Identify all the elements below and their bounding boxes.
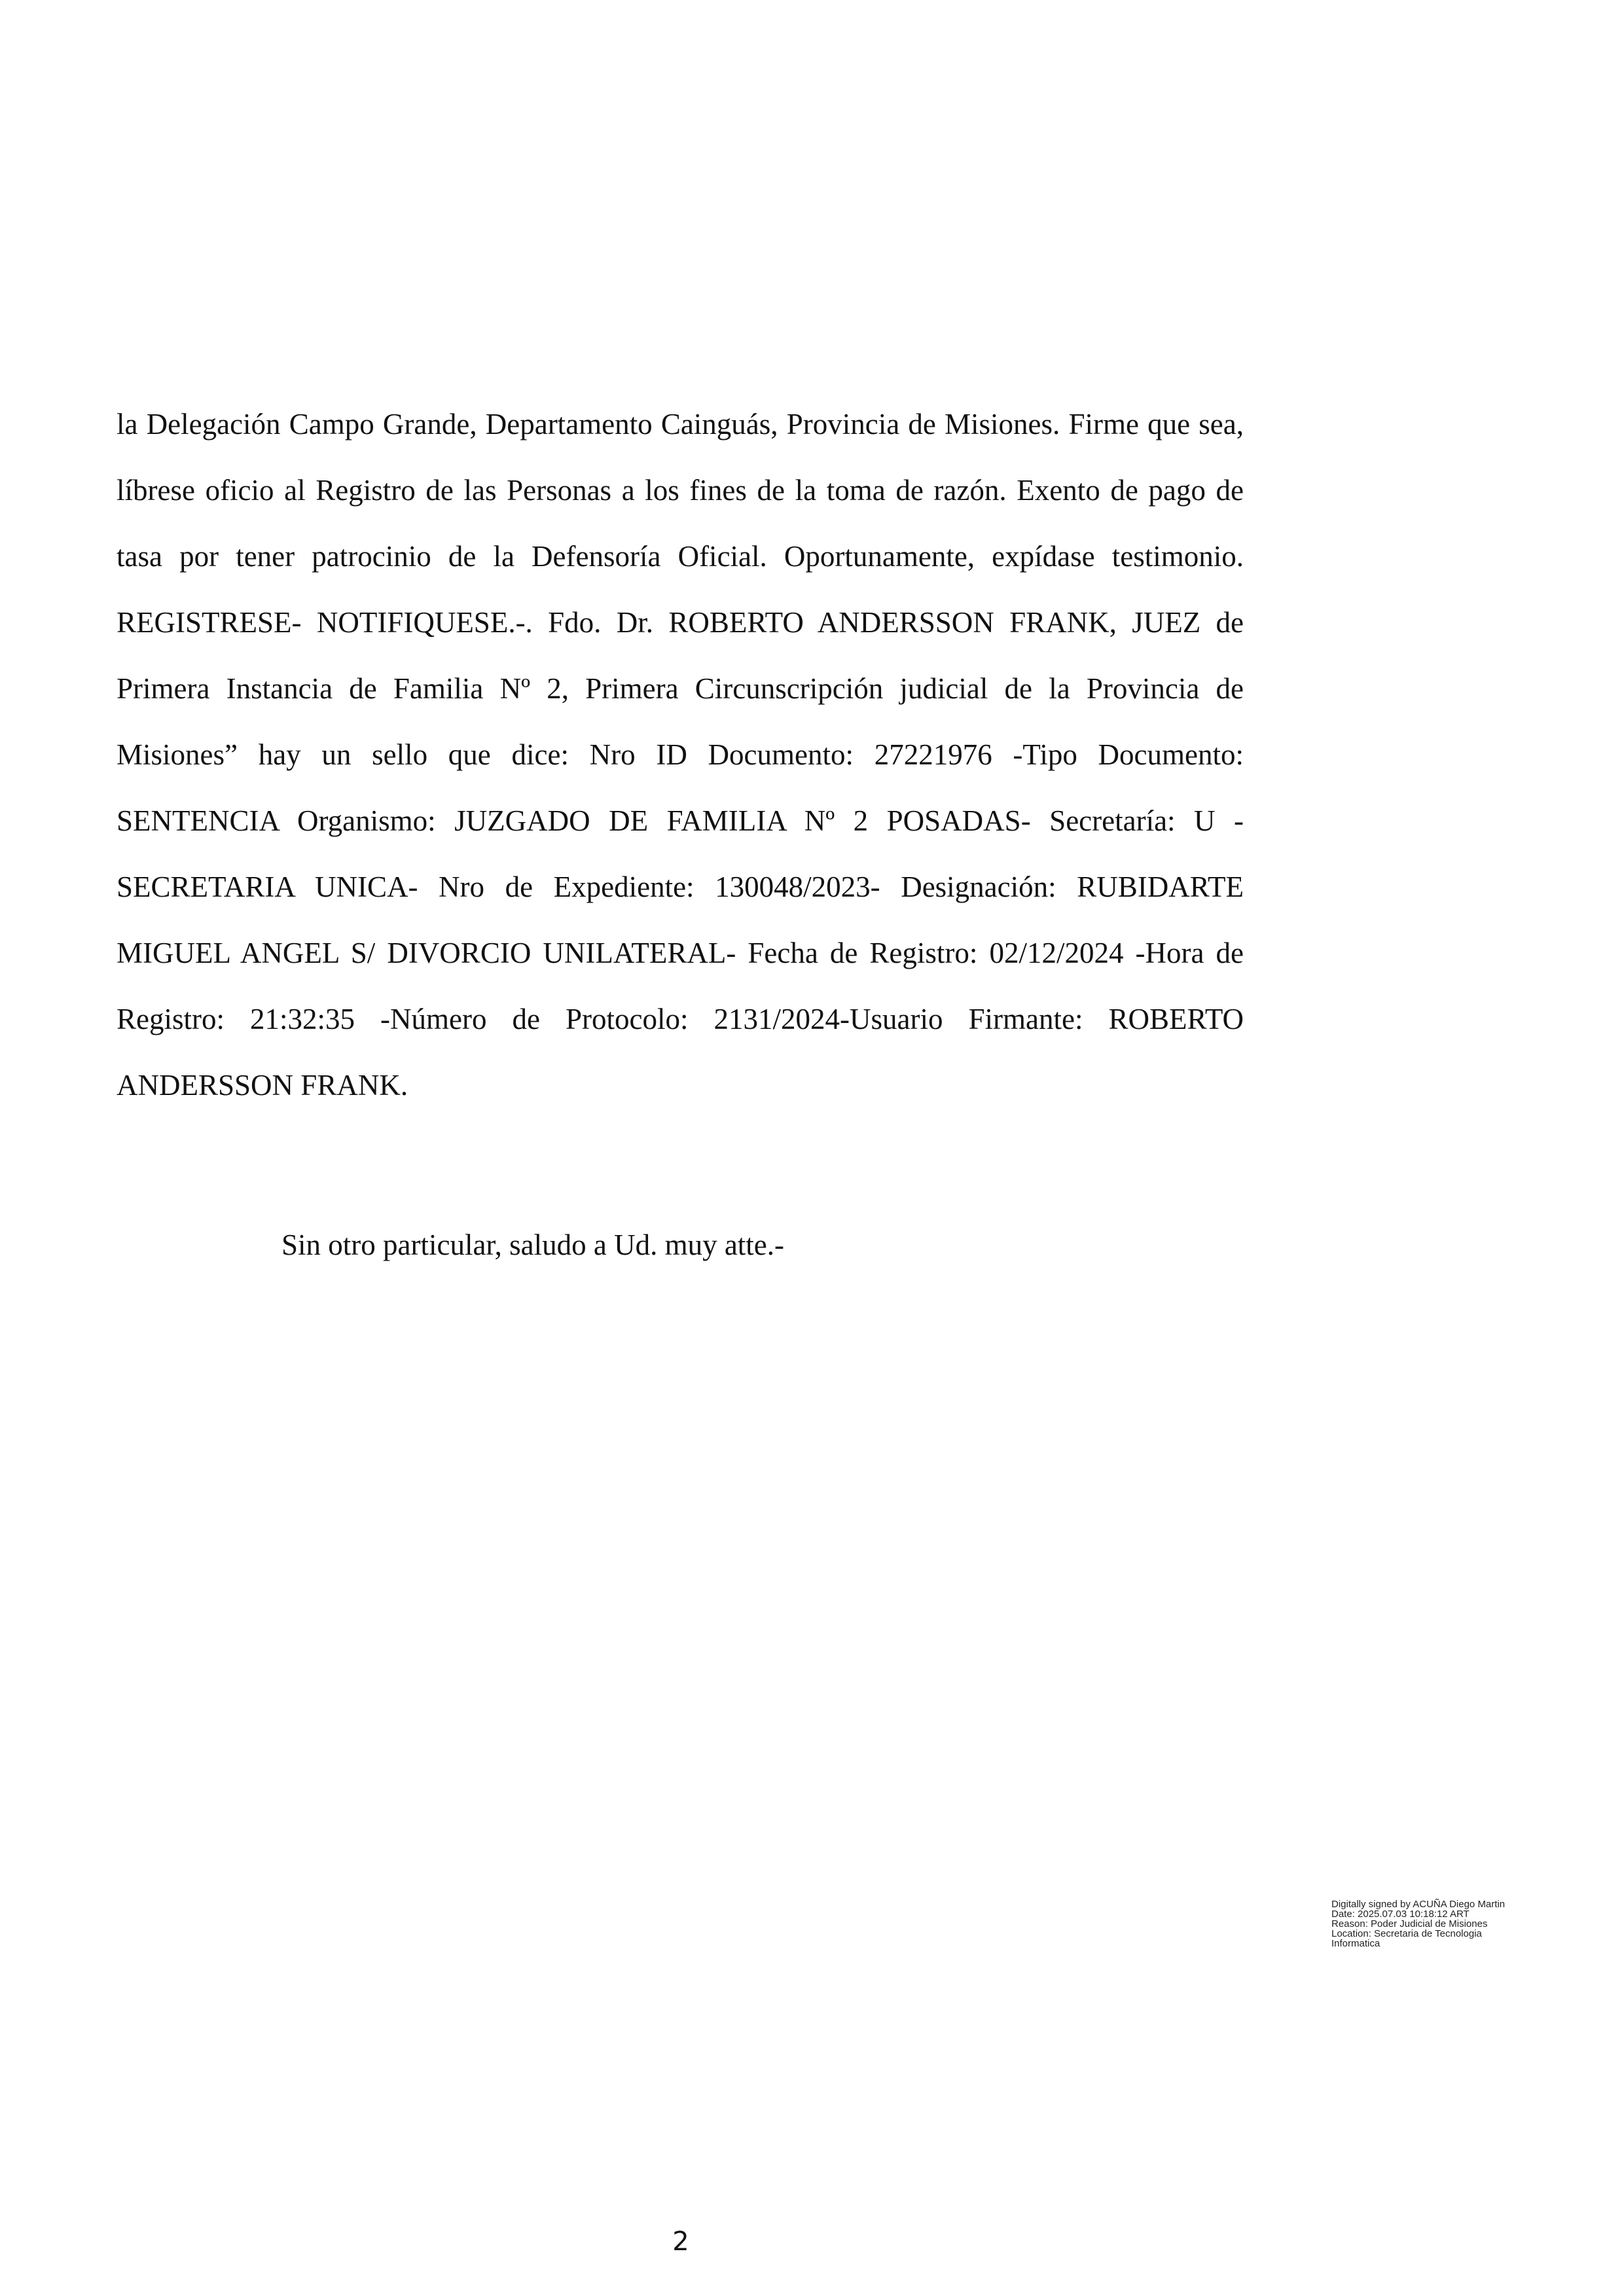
page-number: 2: [672, 2227, 689, 2257]
signature-reason: Reason: Poder Judicial de Misiones: [1331, 1918, 1488, 1929]
digital-signature-block: [1331, 1899, 1593, 1948]
signature-location-continued: Informatica: [1331, 1938, 1380, 1949]
closing-line: Sin otro particular, saludo a Ud. muy atte.-: [281, 1229, 785, 1261]
body-paragraph: la Delegación Campo Grande, Departamento Cainguás, Provincia de Misiones. Firme que sea, líbrese oficio al Registro de las Personas a los fines de la toma de razón. Exento de pago de tasa por tener patrocinio de la Defensoría Oficial. Oportunamente, expídase testimonio. REGISTRESE- NOTIFIQUESE.-. Fdo. Dr. ROBERTO ANDERSSON FRANK, JUEZ de Primera Instancia de Familia Nº 2, Primera Circunscripción judicial de la Provincia de Misiones” hay un sello que dice: Nro ID Documento: 27221976 -Tipo Documento: SENTENCIA Organismo: JUZGADO DE FAMILIA Nº 2 POSADAS- Secretaría: U - SECRETARIA UNICA- Nro de Expediente: 130048/2023- Designación: RUBIDARTE MIGUEL ANGEL S/ DIVORCIO UNILATERAL- Fecha de Registro: 02/12/2024 -Hora de Registro: 21:32:35 -Número de Protocolo: 2131/2024-Usuario Firmante: ROBERTO ANDERSSON FRANK.: [117, 408, 1244, 1102]
signature-location: Location: Secretaria de Tecnologia: [1331, 1928, 1482, 1939]
signature-signed-by: Digitally signed by ACUÑA Diego Martin: [1331, 1899, 1506, 1910]
signature-date: Date: 2025.07.03 10:18:12 ART: [1331, 1909, 1470, 1920]
